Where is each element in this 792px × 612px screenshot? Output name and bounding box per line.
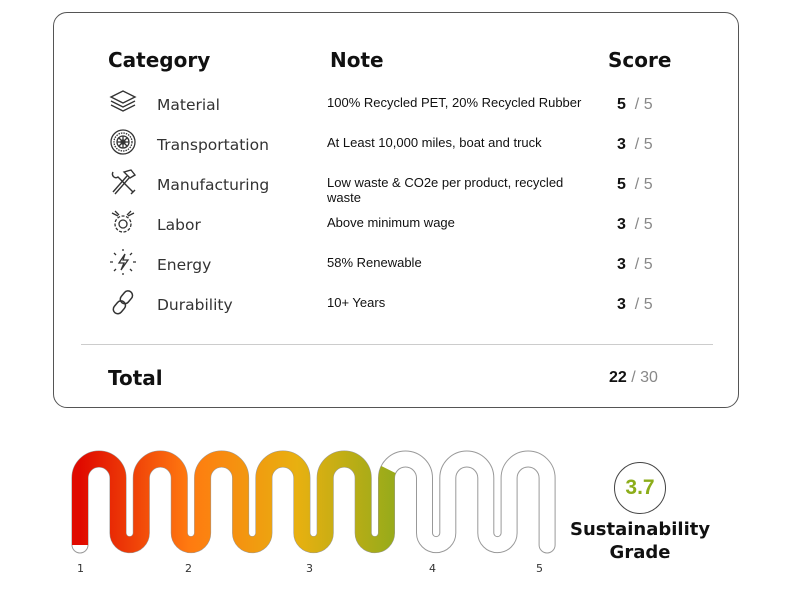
grade-label: Sustainability Grade — [570, 519, 711, 563]
table-row: Manufacturing Low waste & CO2e per product, recycled waste 5 / 5 — [54, 176, 738, 212]
total-score: 22 / 30 — [609, 369, 658, 386]
header-score: Score — [608, 48, 672, 72]
total-label: Total — [108, 366, 163, 390]
table-row: Transportation At Least 10,000 miles, boat and truck 3 / 5 — [54, 136, 738, 172]
table-row: Energy 58% Renewable 3 / 5 — [54, 256, 738, 292]
tick-label: 4 — [429, 562, 436, 575]
table-row: Durability 10+ Years 3 / 5 — [54, 296, 738, 332]
tick-label: 1 — [77, 562, 84, 575]
tick-label: 3 — [306, 562, 313, 575]
table-row: Material 100% Recycled PET, 20% Recycled Rubber 5 / 5 — [54, 96, 738, 132]
header-category: Category — [108, 48, 211, 72]
grade-badge: 3.7 — [614, 462, 666, 514]
tick-label: 5 — [536, 562, 543, 575]
tick-label: 2 — [185, 562, 192, 575]
table-row: Labor Above minimum wage 3 / 5 — [54, 216, 738, 252]
header-note: Note — [330, 48, 384, 72]
